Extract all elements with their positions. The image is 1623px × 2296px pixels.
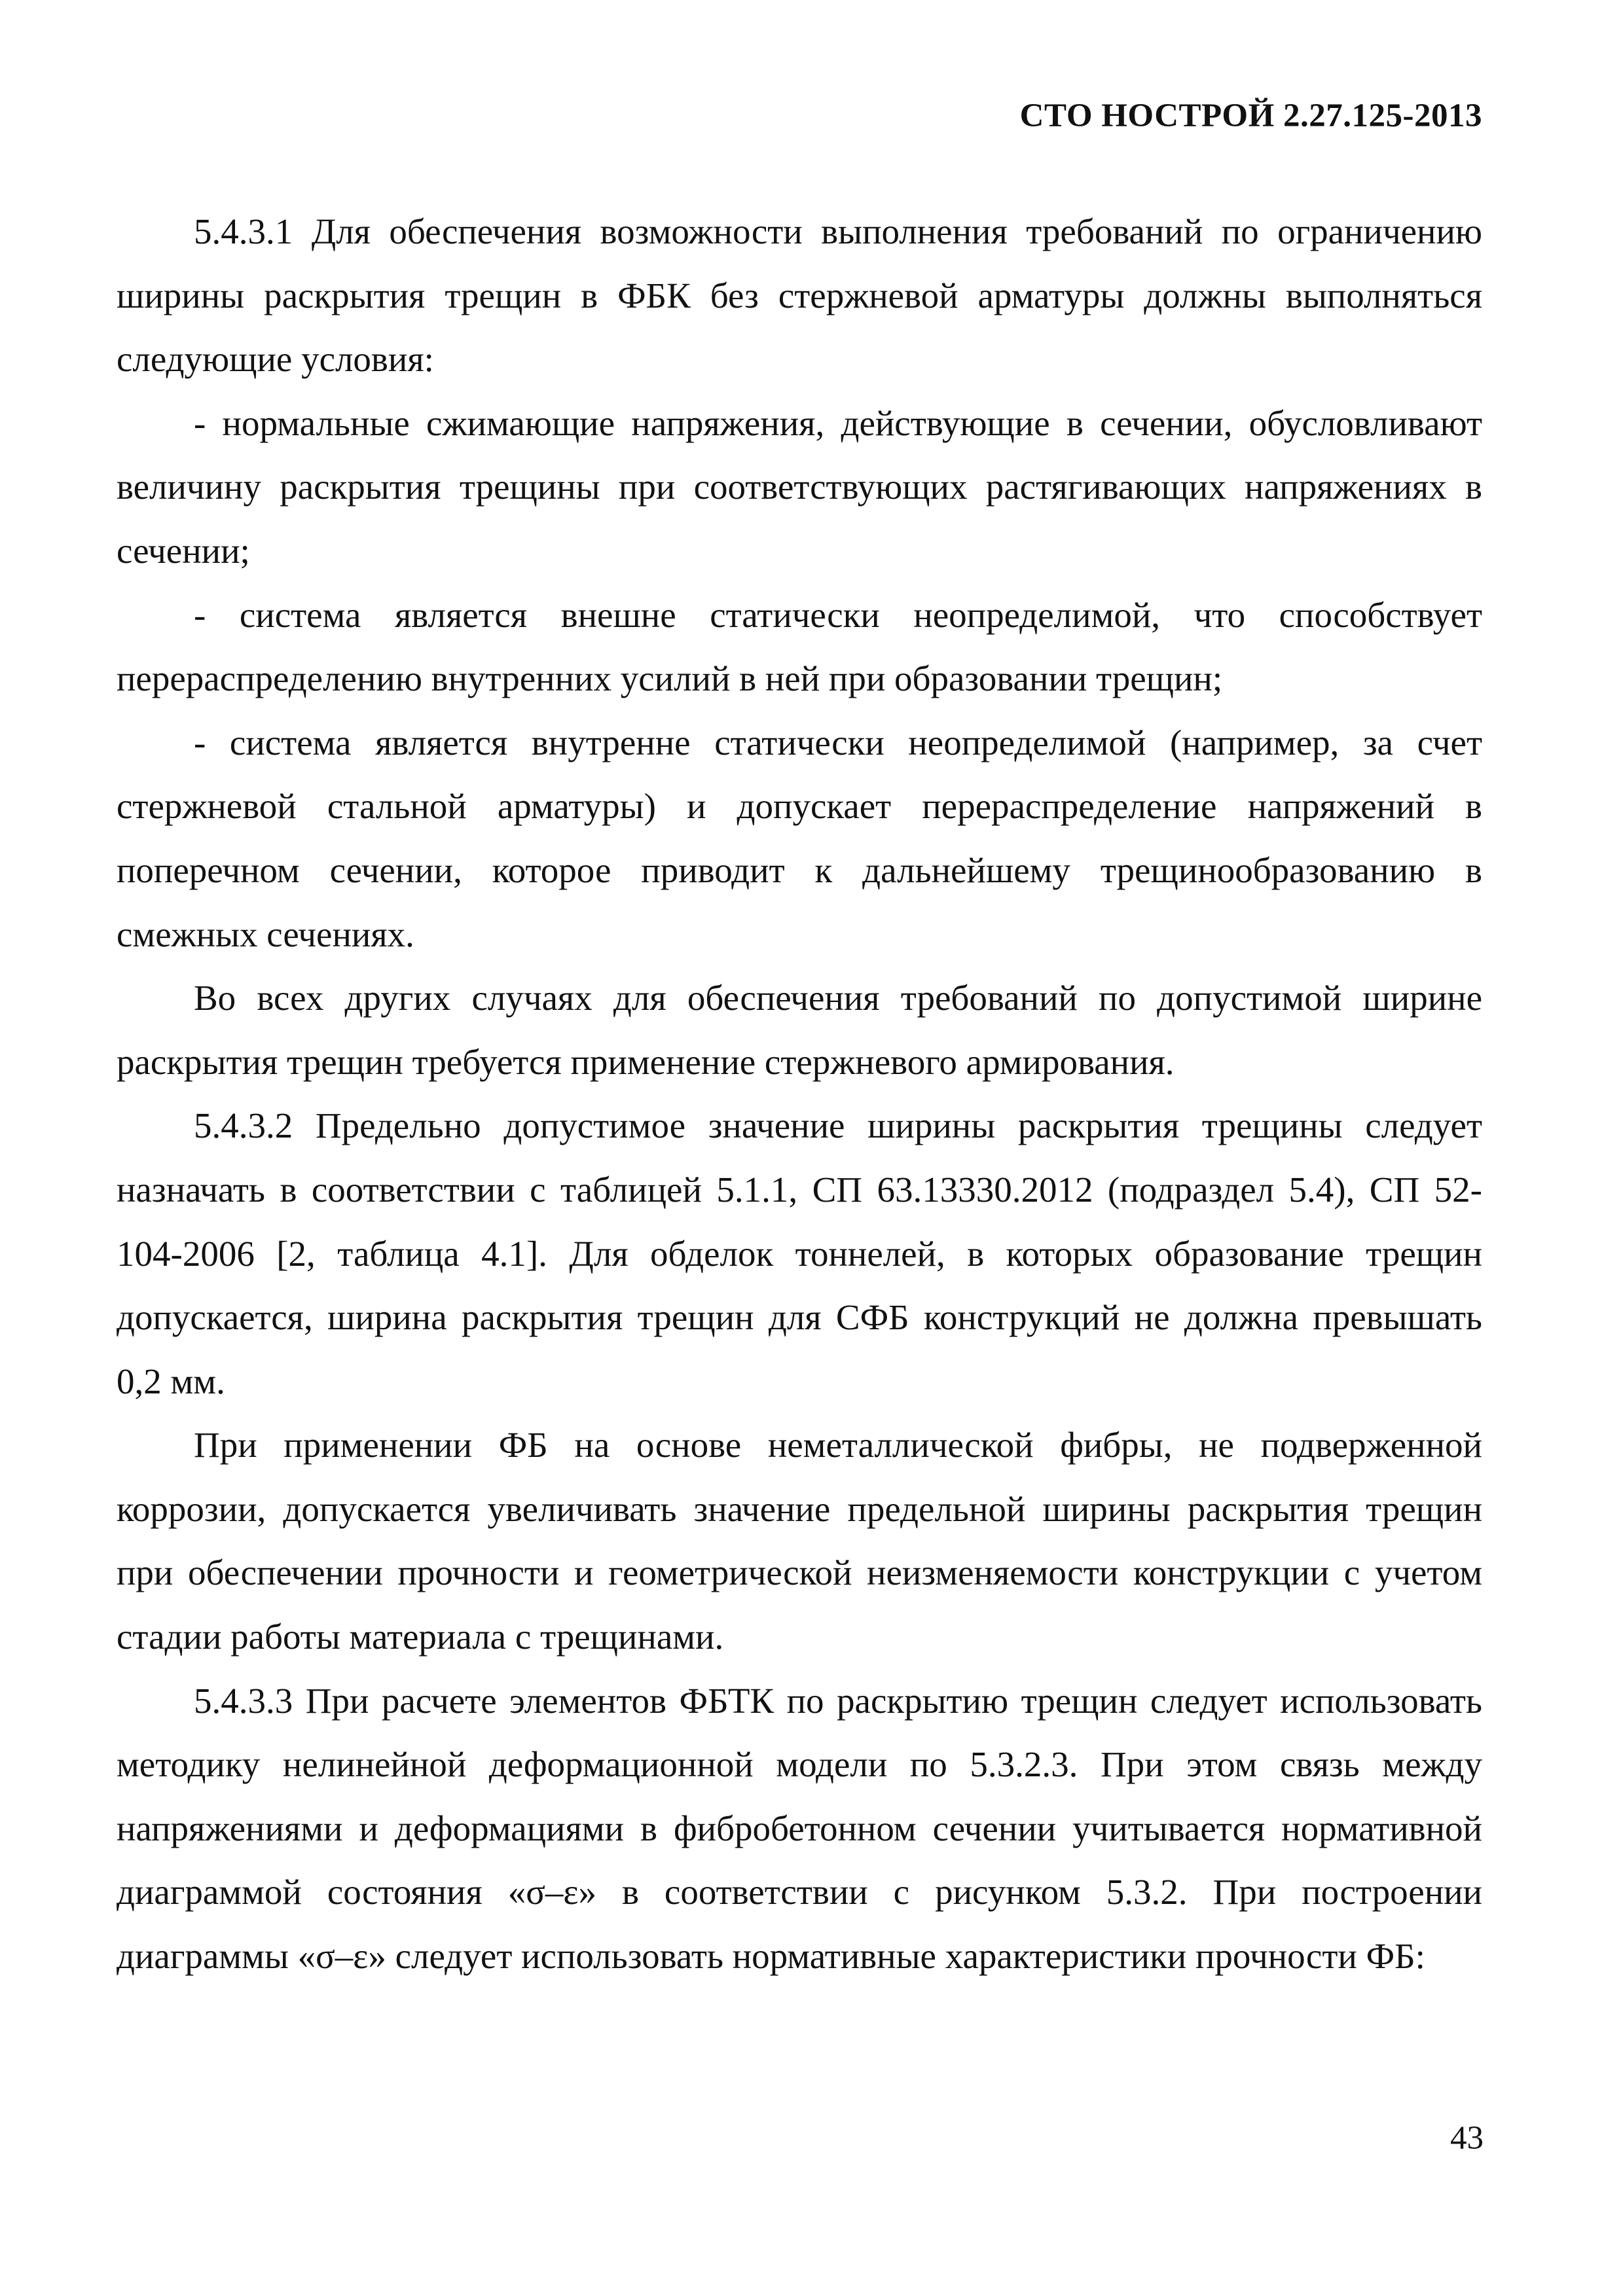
document-body: [117, 200, 1482, 1988]
paragraph-5-4-3-3: 5.4.3.3 При расчете элементов ФБТК по раскрытию трещин следует использовать методику нелинейной деформационной модели по 5.3.2.3. При этом связь между напряжениями и деформациями в фибробетонном сечении учитывается нормативной диаграммой состояния «σ–ε» в соответствии с рисунком 5.3.2. При построении диаграммы «σ–ε» следует использовать нормативные характеристики прочности ФБ:: [117, 1680, 1482, 1977]
paragraph-5-4-3-1: 5.4.3.1 Для обеспечения возможности выполнения требований по ограничению ширины раскрытия трещин в ФБК без стержневой арматуры должны выполняться следующие условия:: [117, 211, 1482, 380]
page-number: 43: [1450, 2120, 1484, 2157]
paragraph-condition-compressive-stress: - нормальные сжимающие напряжения, действующие в сечении, обусловливают величину раскрытия трещины при соответствующих растягивающих напряжениях в сечении;: [117, 403, 1482, 571]
document-code-header: СТО НОСТРОЙ 2.27.125-2013: [1019, 98, 1482, 134]
paragraph-condition-external-indeterminacy: - система является внешне статически неопределимой, что способствует перераспределению внутренних усилий в ней при образовании трещин;: [117, 594, 1482, 699]
paragraph-condition-internal-indeterminacy: - система является внутренне статически неопределимой (например, за счет стержневой стальной арматуры) и допускает перераспределение напряжений в поперечном сечении, которое приводит к дальнейшему трещинообразованию в смежных сечениях.: [117, 722, 1482, 954]
paragraph-5-4-3-2: 5.4.3.2 Предельно допустимое значение ширины раскрытия трещины следует назначать в соответствии с таблицей 5.1.1, СП 63.13330.2012 (подраздел 5.4), СП 52-104-2006 [2, таблица 4.1]. Для обделок тоннелей, в которых образование трещин допускается, ширина раскрытия трещин для СФБ конструкций не должна превышать 0,2 мм.: [117, 1105, 1482, 1401]
paragraph-other-cases: Во всех других случаях для обеспечения требований по допустимой ширине раскрытия трещин требуется применение стержневого армирования.: [117, 978, 1482, 1082]
paragraph-nonmetallic-fiber: При применении ФБ на основе неметаллической фибры, не подверженной коррозии, допускается увеличивать значение предельной ширины раскрытия трещин при обеспечении прочности и геометрической неизменяемости конструкции с учетом стадии работы материала с трещинами.: [117, 1425, 1482, 1657]
